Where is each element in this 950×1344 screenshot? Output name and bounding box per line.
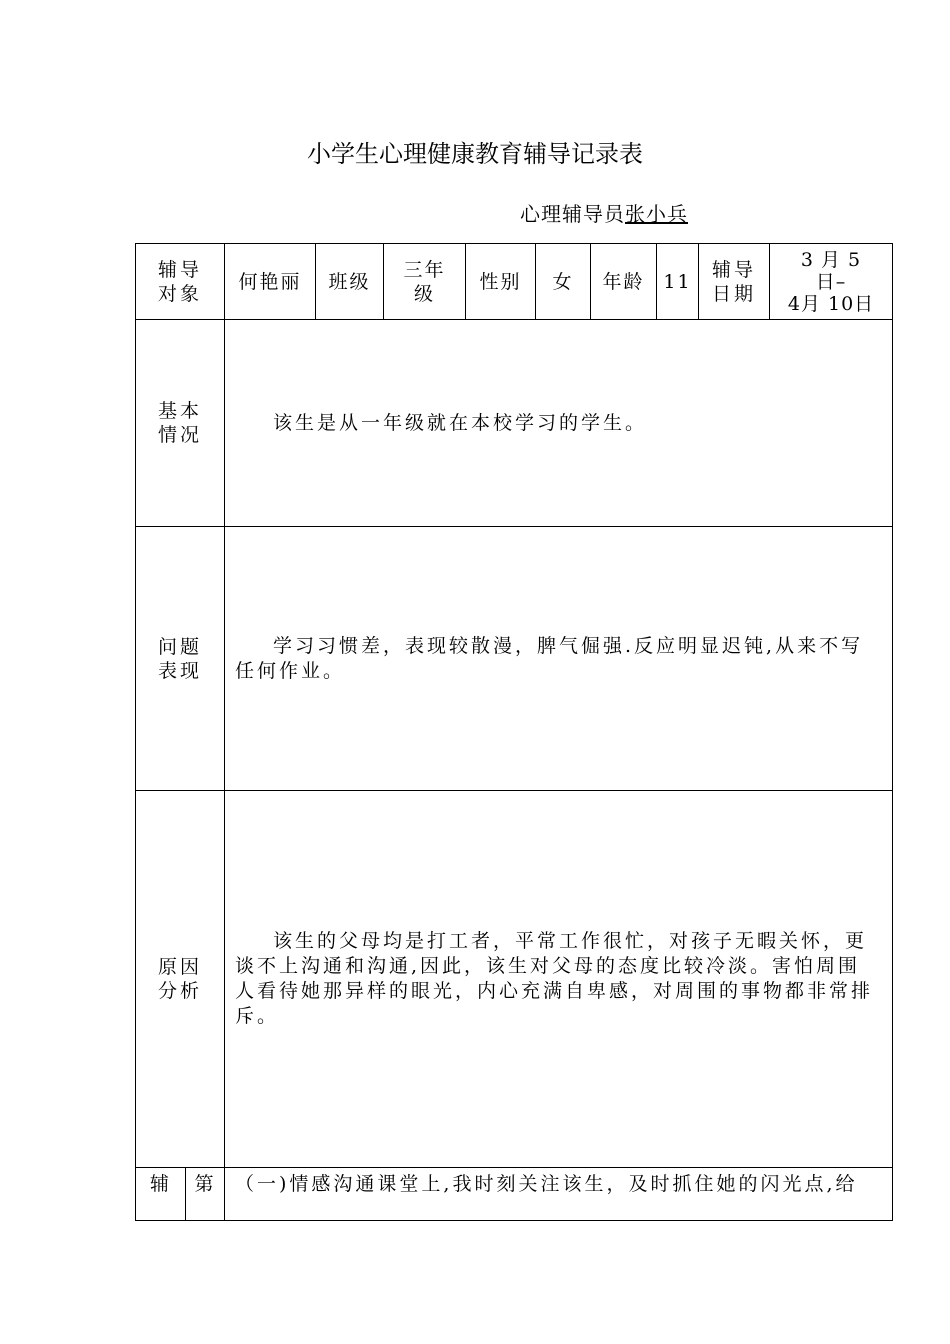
age-label-cell	[591, 244, 657, 320]
basic-label-line1: 基本	[158, 400, 203, 422]
problem-label-cell	[136, 527, 225, 791]
date-value-line3: 4月 10日	[787, 292, 875, 315]
problem-content-cell	[225, 527, 893, 791]
cause-text: 该生的父母均是打工者，平常工作很忙，对孩子无暇关怀，更谈不上沟通和沟通,因此，该生对父母的态度比较冷淡。害怕周围人看待她那异样的眼光，内心充满自卑感，对周围的事物都非常排斥。	[235, 930, 874, 1027]
record-table	[135, 243, 893, 1221]
age-label: 年龄	[602, 270, 645, 293]
gender-value-cell	[536, 244, 591, 320]
basic-content-cell	[225, 320, 893, 527]
counselor-name: 张小兵	[625, 202, 688, 226]
gender-label-cell	[466, 244, 536, 320]
cause-label-cell	[136, 791, 225, 1168]
basic-label-line2: 情况	[158, 424, 203, 446]
cause-row	[136, 791, 893, 1168]
basic-label-cell	[136, 320, 225, 527]
date-value-cell	[770, 244, 893, 320]
cause-label-line1: 原因	[158, 956, 203, 978]
basic-row	[136, 320, 893, 527]
guidance-label-b: 第	[194, 1173, 216, 1195]
counselor-line	[520, 198, 688, 227]
guidance-text: （一)情感沟通课堂上,我时刻关注该生，及时抓住她的闪光点,给	[235, 1173, 858, 1195]
student-name-cell	[225, 244, 316, 320]
age-value-cell	[657, 244, 699, 320]
date-value-line2: 日–	[815, 270, 847, 293]
age-value: 11	[663, 270, 692, 293]
date-label-line2: 日期	[712, 282, 757, 305]
subject-label-line1: 辅导	[158, 258, 203, 281]
guidance-content-cell	[225, 1168, 893, 1221]
problem-row	[136, 527, 893, 791]
class-value-cell	[384, 244, 466, 320]
gender-label: 性别	[479, 270, 522, 293]
class-value-line1: 三年	[403, 258, 446, 281]
basic-text: 该生是从一年级就在本校学习的学生。	[273, 411, 648, 434]
document-title: 小学生心理健康教育辅导记录表	[307, 140, 643, 168]
date-label-cell	[699, 244, 770, 320]
problem-label-line1: 问题	[158, 635, 203, 658]
counselor-label: 心理辅导员	[520, 202, 625, 226]
class-label-cell	[316, 244, 384, 320]
header-row	[136, 244, 893, 320]
cause-label-line2: 分析	[158, 980, 203, 1002]
subject-label-cell	[136, 244, 225, 320]
guidance-label-a-cell	[136, 1168, 186, 1221]
guidance-label-b-cell	[186, 1168, 225, 1221]
guidance-row	[136, 1168, 893, 1221]
guidance-label-a: 辅	[149, 1173, 171, 1195]
subject-label-line2: 对象	[158, 282, 203, 305]
student-name: 何艳丽	[238, 270, 302, 293]
class-value-line2: 级	[414, 282, 436, 305]
problem-label-line2: 表现	[158, 659, 203, 682]
gender-value: 女	[552, 270, 574, 293]
class-label: 班级	[328, 270, 371, 293]
problem-text: 学习习惯差，表现较散漫，脾气倔强.反应明显迟钝,从来不写任何作业。	[235, 634, 864, 682]
cause-content-cell	[225, 791, 893, 1168]
date-value-line1: 3 月 5	[800, 248, 862, 271]
date-label-line1: 辅导	[712, 258, 757, 281]
